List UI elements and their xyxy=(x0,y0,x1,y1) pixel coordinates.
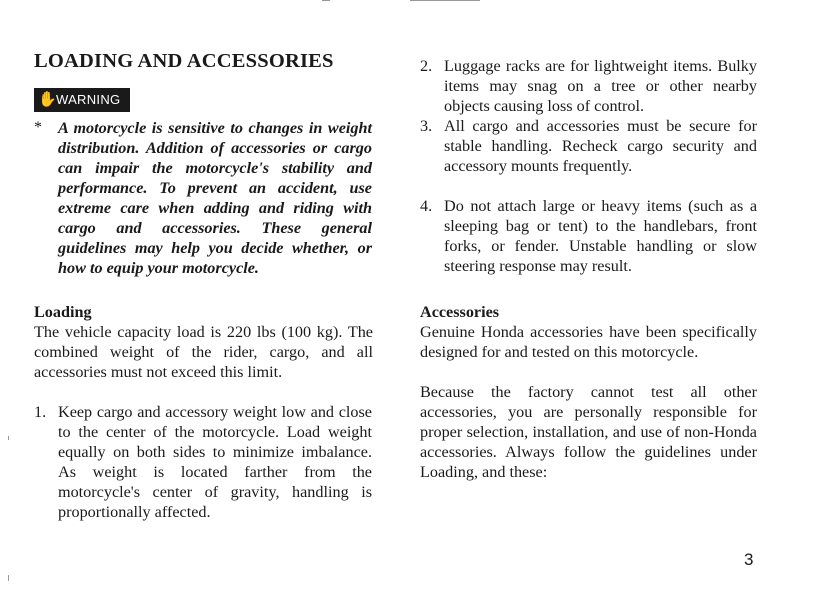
list-item xyxy=(420,116,758,196)
accessories-para-2: Because the factory cannot test all other accessories, you are personally responsible for proper selection, installation, and use of non-Honda accessories. Always follow the guidelines under Loading, and these: xyxy=(420,383,757,481)
warning-text: A motorcycle is sensitive to changes in weight distribution. Addition of accessories or cargo can impair the motorcycle's stability and performance. To prevent an accident, use extreme care when adding and riding with cargo and accessories. These general guidelines may help you decide whether, or how to equip your motorcycle. xyxy=(58,119,372,277)
page-number: 3 xyxy=(744,550,754,569)
item-number: 2. xyxy=(420,57,433,75)
item-number: 1. xyxy=(34,403,47,421)
accessories-heading: Accessories xyxy=(420,303,500,321)
item-text: Keep cargo and accessory weight low and close to the center of the motorcycle. Load weight equally on both sides to minimize imbalance. As weight is located farther from the motorcycle's center of gravity, handling is proportionally affected. xyxy=(58,403,372,521)
warning-badge xyxy=(34,88,130,112)
loading-intro: The vehicle capacity load is 220 lbs (100 kg). The combined weight of the rider, cargo, and all accessories must not exceed this limit. xyxy=(34,323,373,381)
item-text: All cargo and accessories must be secure for stable handling. Recheck cargo security and accessory mounts frequently. xyxy=(444,117,757,175)
list-item xyxy=(34,402,373,544)
item-number: 3. xyxy=(420,117,433,135)
scan-mark xyxy=(322,0,330,1)
page-title: LOADING AND ACCESSORIES xyxy=(34,50,334,72)
hand-warning-icon: ✋ xyxy=(38,91,57,108)
scan-mark xyxy=(8,436,9,440)
warning-bullet: * xyxy=(34,119,42,136)
scan-mark xyxy=(8,575,9,581)
list-item xyxy=(420,196,758,296)
loading-heading: Loading xyxy=(34,303,92,321)
item-number: 4. xyxy=(420,197,433,215)
warning-label: WARNING xyxy=(56,92,121,107)
item-text: Do not attach large or heavy items (such as a sleeping bag or tent) to the handlebars, front forks, or fender. Unstable handling or slow steering response may result. xyxy=(444,197,757,275)
accessories-para-1: Genuine Honda accessories have been specifically designed for and tested on this motorcycle. xyxy=(420,323,757,361)
list-item xyxy=(420,56,758,116)
item-text: Luggage racks are for lightweight items. Bulky items may snag on a tree or other nearby objects causing loss of control. xyxy=(444,57,757,115)
scan-mark xyxy=(410,0,480,1)
